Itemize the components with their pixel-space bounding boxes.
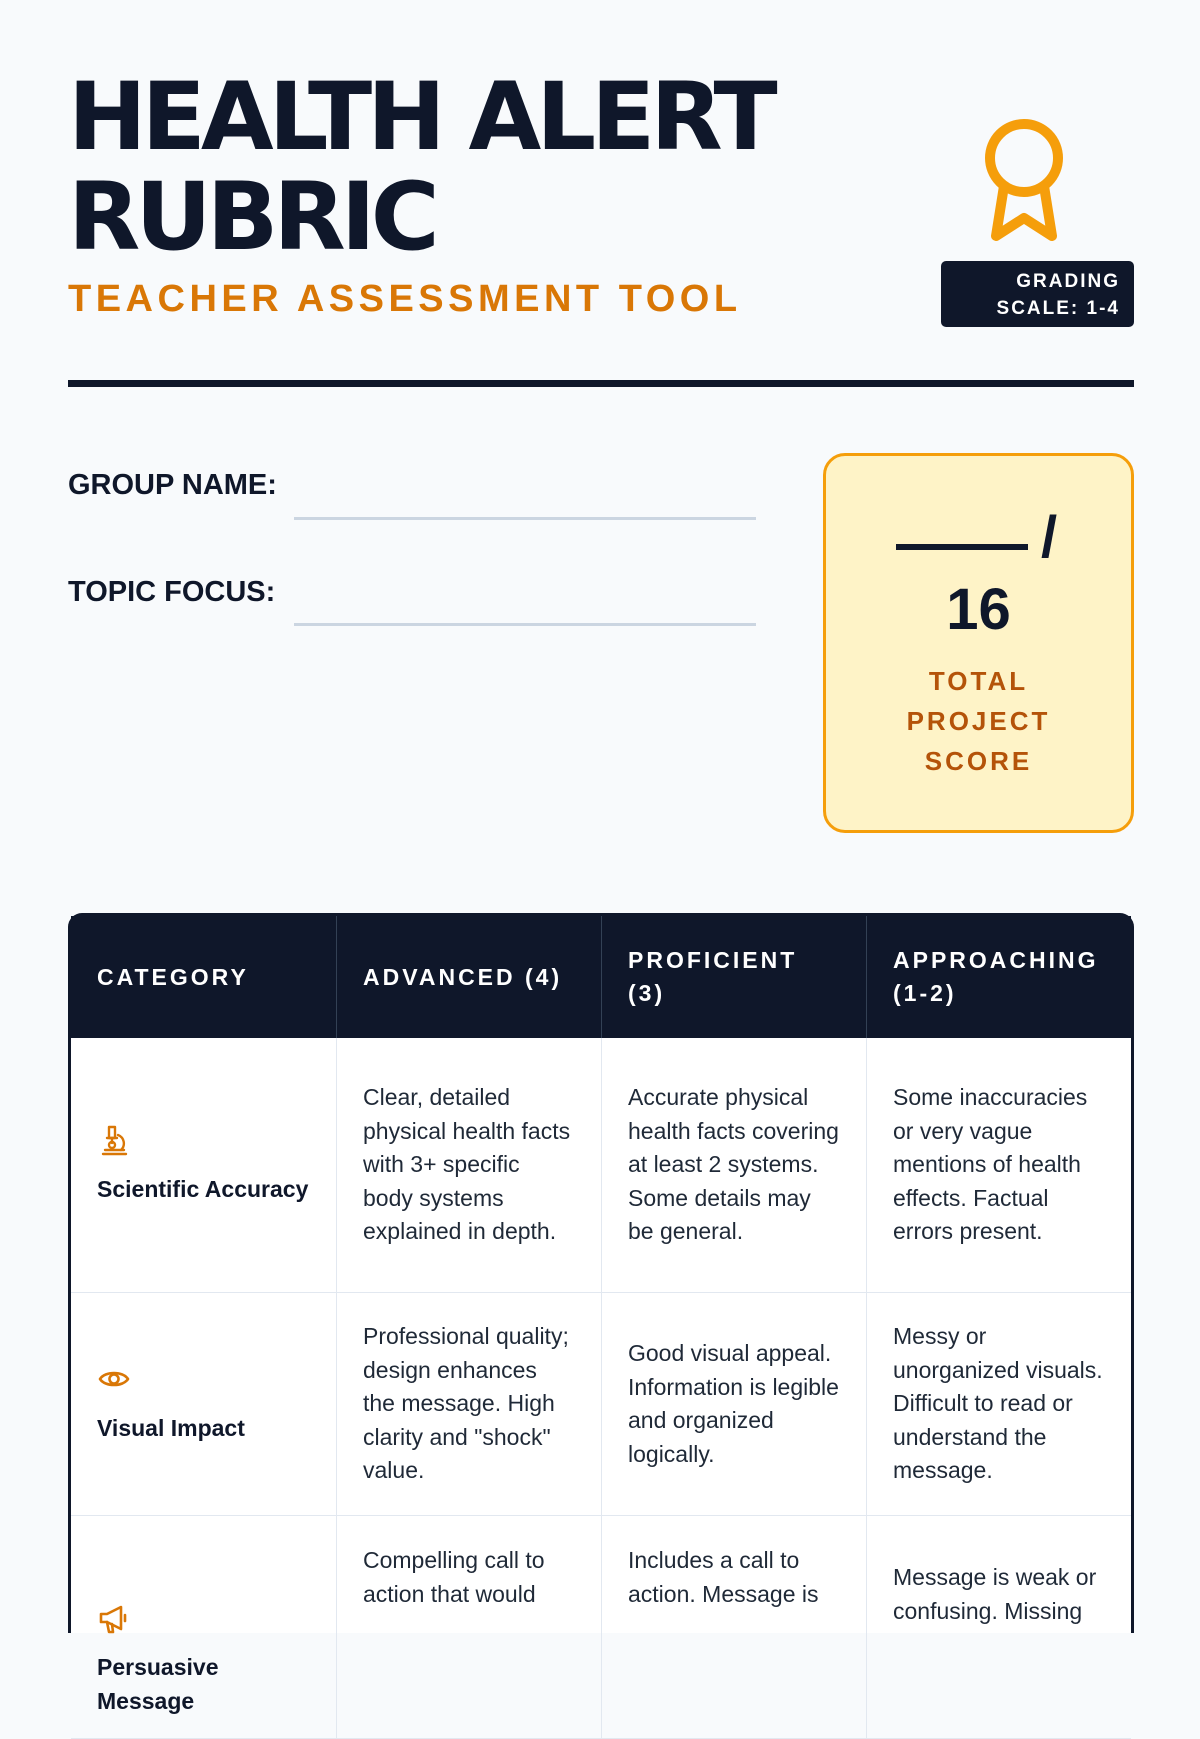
table-header <box>71 916 1131 1038</box>
approaching-cell: Some inaccuracies or very vague mentions of health effects. Factual errors present. <box>893 1084 1088 1245</box>
proficient-cell: Accurate physical health facts covering at least 2 systems. Some details may be general. <box>602 1038 867 1292</box>
category-name: Persuasive Message <box>97 1654 219 1714</box>
header-approaching: APPROACHING (1-2) <box>893 947 1099 1006</box>
total-score-box <box>823 453 1134 833</box>
proficient-cell: Includes a call to action. Message is <box>602 1516 867 1738</box>
advanced-cell: Clear, detailed physical health facts with 3+ specific body systems explained in depth. <box>337 1038 602 1292</box>
header-advanced: ADVANCED (4) <box>337 916 602 1038</box>
approaching-cell: Message is weak or confusing. Missing <box>893 1564 1097 1624</box>
score-max: 16 <box>946 577 1011 642</box>
eye-icon <box>97 1362 131 1396</box>
grading-badge-line2: SCALE: 1-4 <box>996 298 1120 319</box>
group-name-label: GROUP NAME: <box>68 469 277 501</box>
page-title: HEALTH ALERT RUBRIC <box>68 63 773 272</box>
topic-focus-label: TOPIC FOCUS: <box>68 576 276 608</box>
table-row <box>71 1038 1131 1293</box>
topic-focus-field[interactable] <box>294 623 756 626</box>
page-subtitle: TEACHER ASSESSMENT TOOL <box>68 278 742 320</box>
advanced-cell: Compelling call to action that would <box>337 1516 602 1738</box>
category-name: Visual Impact <box>97 1415 245 1442</box>
proficient-cell: Good visual appeal. Information is legible and organized logically. <box>602 1293 867 1515</box>
category-cell <box>71 1038 337 1292</box>
award-icon <box>964 114 1084 244</box>
megaphone-icon <box>97 1601 131 1635</box>
advanced-cell: Professional quality; design enhances the message. High clarity and "shock" value. <box>337 1293 602 1515</box>
category-cell <box>71 1293 337 1515</box>
score-blank-line[interactable] <box>896 544 1028 550</box>
group-name-field[interactable] <box>294 517 756 520</box>
score-label: TOTAL PROJECT SCORE <box>906 666 1051 776</box>
table-row <box>71 1516 1131 1739</box>
grading-badge-line1: GRADING <box>1016 271 1120 292</box>
grading-scale-badge <box>941 261 1134 327</box>
category-name: Scientific Accuracy <box>97 1176 309 1203</box>
score-slash: / <box>1041 505 1058 570</box>
approaching-cell: Messy or unorganized visuals. Difficult to read or understand the message. <box>893 1323 1103 1484</box>
rubric-table <box>68 913 1134 1714</box>
category-cell <box>71 1516 337 1738</box>
header-divider <box>68 380 1134 387</box>
microscope-icon <box>97 1123 131 1157</box>
table-row <box>71 1293 1131 1516</box>
header-category: CATEGORY <box>71 916 337 1038</box>
rubric-page <box>68 0 1134 1714</box>
header-proficient: PROFICIENT (3) <box>602 916 867 1038</box>
